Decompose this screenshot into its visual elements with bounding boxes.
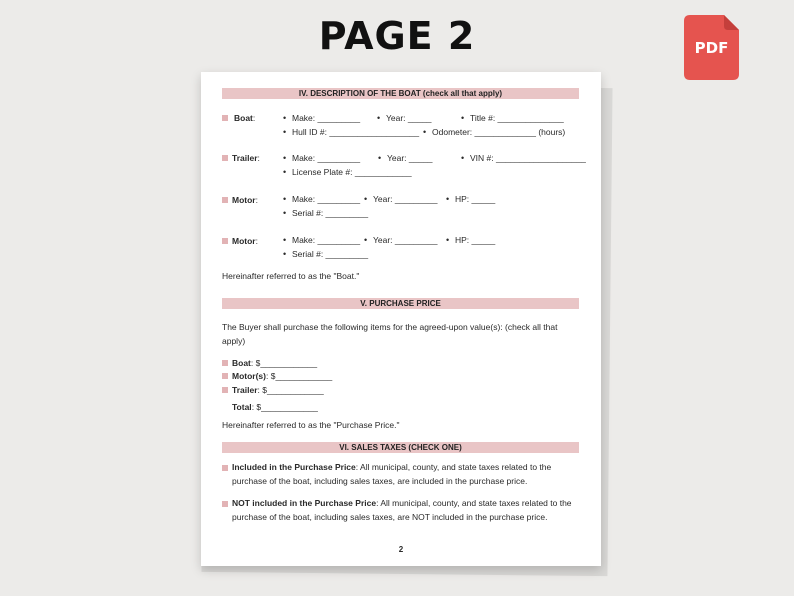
trailer-price-checkbox[interactable] [222,387,228,393]
purchase-price-reference-text: Hereinafter referred to as the "Purchase Price." [222,420,400,430]
boat-label: Boat: [234,113,256,123]
trailer-checkbox[interactable] [222,155,228,161]
motor1-label: Motor: [232,195,258,205]
boat-checkbox[interactable] [222,115,228,121]
trailer-price-field[interactable] [232,386,324,395]
boat-label-text: Boat [234,113,253,123]
motor2-hp-field[interactable]: • HP: _____ [455,236,495,245]
trailer-price-value: : $____________ [257,385,324,395]
motor2-year-field[interactable]: • Year: _________ [373,236,437,245]
trailer-year-field[interactable]: • Year: _____ [387,154,433,163]
motor1-hp-field[interactable]: • HP: _____ [455,195,495,204]
trailer-price-label: Trailer [232,385,258,395]
pdf-badge-label: PDF [694,39,729,57]
boat-title-field[interactable]: • Title #: ______________ [470,114,564,123]
motor1-year-field[interactable]: • Year: _________ [373,195,437,204]
section-v-header: V. PURCHASE PRICE [222,298,579,309]
motor2-label: Motor: [232,236,258,246]
tax-included-label: Included in the Purchase Price [232,462,356,472]
trailer-vin-field[interactable]: • VIN #: ___________________ [470,154,586,163]
tax-not-included-option [232,497,572,524]
tax-not-included-checkbox[interactable] [222,501,228,507]
motor2-make-field[interactable]: • Make: _________ [292,236,360,245]
trailer-plate-field[interactable]: • License Plate #: ____________ [292,168,412,177]
motor2-label-text: Motor [232,236,256,246]
trailer-label: Trailer: [232,153,260,163]
motor-price-checkbox[interactable] [222,373,228,379]
tax-included-checkbox[interactable] [222,465,228,471]
tax-not-included-label: NOT included in the Purchase Price [232,498,377,508]
motor2-checkbox[interactable] [222,238,228,244]
tax-included-option [232,461,572,488]
motor2-serial-field[interactable]: • Serial #: _________ [292,250,368,259]
page-heading: PAGE 2 [318,14,476,58]
boat-year-field[interactable]: • Year: _____ [386,114,432,123]
section-vi-header: VI. SALES TAXES (CHECK ONE) [222,442,579,453]
total-price-label: Total [232,402,252,412]
boat-price-label: Boat [232,358,251,368]
boat-odometer-field[interactable]: • Odometer: _____________ (hours) [432,128,565,137]
motor-price-label: Motor(s) [232,371,266,381]
document-page [201,72,601,566]
tax-not-included-text: : All municipal, county, and state taxes related to the purchase of the boat, including sales taxes, are NOT included in the purchase price. [232,498,572,522]
boat-price-field[interactable] [232,359,317,368]
boat-price-checkbox[interactable] [222,360,228,366]
boat-make-field[interactable]: • Make: _________ [292,114,360,123]
motor1-label-text: Motor [232,195,256,205]
motor1-serial-field[interactable]: • Serial #: _________ [292,209,368,218]
trailer-label-text: Trailer [232,153,258,163]
motor1-checkbox[interactable] [222,197,228,203]
section-iv-header: IV. DESCRIPTION OF THE BOAT (check all that apply) [222,88,579,99]
trailer-make-field[interactable]: • Make: _________ [292,154,360,163]
motor1-make-field[interactable]: • Make: _________ [292,195,360,204]
total-price-field[interactable] [232,403,318,412]
pdf-file-icon [684,15,739,80]
page-number: 2 [398,545,404,554]
boat-hull-field[interactable]: • Hull ID #: ___________________ [292,128,419,137]
boat-reference-text: Hereinafter referred to as the "Boat." [222,271,360,281]
tax-included-text: : All municipal, county, and state taxes related to the purchase of the boat, including sales taxes, are included in the purchase price. [232,462,552,486]
motor-price-value: : $____________ [266,371,333,381]
total-price-value: : $____________ [251,402,318,412]
motor-price-field[interactable] [232,372,332,381]
boat-price-value: : $____________ [250,358,318,368]
purchase-intro-text: The Buyer shall purchase the following items for the agreed-upon value(s): (check all that apply) [222,322,558,346]
